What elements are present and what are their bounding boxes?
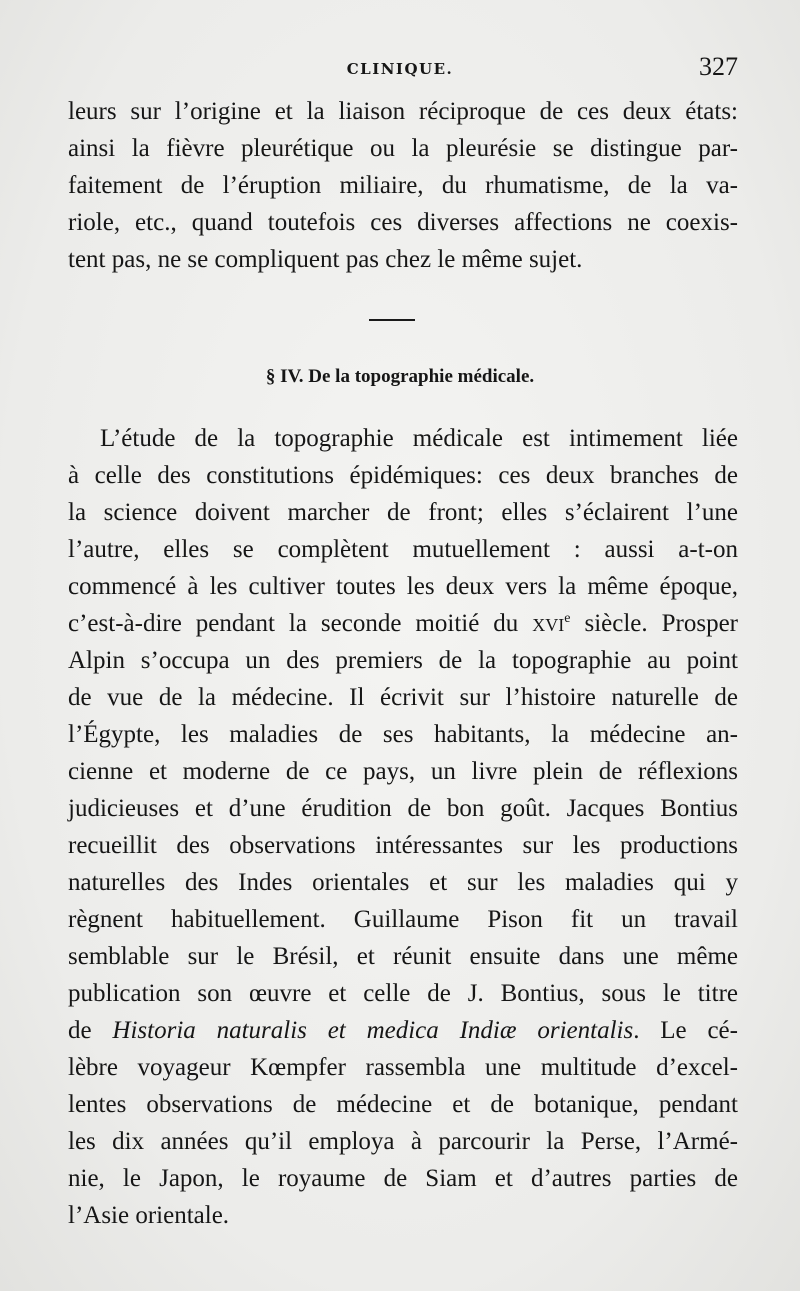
- text-line: la science doivent marcher de front; elles s’éclairent l’une: [68, 499, 738, 526]
- section-divider: [369, 319, 415, 321]
- line-segment: siècle. Prosper: [570, 610, 738, 637]
- line-segment: . Le cé-: [633, 1017, 738, 1044]
- text-line: commencé à les cultiver toutes les deux vers la même époque,: [68, 573, 738, 600]
- text-line: lèbre voyageur Kœmpfer rassembla une multitude d’excel-: [68, 1054, 738, 1081]
- superscript: e: [564, 611, 571, 626]
- text-line: tent pas, ne se compliquent pas chez le même sujet.: [68, 246, 583, 273]
- text-line: l’autre, elles se complètent mutuellement : aussi a-t-on: [68, 536, 738, 563]
- text-line: semblable sur le Brésil, et réunit ensuite dans une même: [68, 943, 738, 970]
- text-line: de vue de la médecine. Il écrivit sur l’histoire naturelle de: [68, 684, 738, 711]
- opening-paragraph: [68, 93, 738, 278]
- page-header: [60, 52, 740, 92]
- text-line: Alpin s’occupa un des premiers de la topographie au point: [68, 647, 738, 674]
- text-line-century: [68, 605, 738, 642]
- text-line: nie, le Japon, le royaume de Siam et d’autres parties de: [68, 1165, 738, 1192]
- text-line: lentes observations de médecine et de botanique, pendant: [68, 1091, 738, 1118]
- text-line-title: [68, 1012, 738, 1049]
- text-line: L’étude de la topographie médicale est intimement liée: [100, 425, 738, 452]
- text-line: recueillit des observations intéressantes sur les productions: [68, 832, 738, 859]
- text-line: faitement de l’éruption miliaire, du rhumatisme, de la va-: [68, 172, 738, 199]
- line-segment: c’est-à-dire pendant la seconde moitié du: [68, 610, 533, 637]
- text-line: publication son œuvre et celle de J. Bontius, sous le titre: [68, 980, 738, 1007]
- text-line: naturelles des Indes orientales et sur les maladies qui y: [68, 869, 738, 896]
- book-title: Historia naturalis et medica Indiæ orientalis: [112, 1017, 634, 1044]
- running-title: CLINIQUE.: [346, 60, 454, 78]
- text-line: leurs sur l’origine et la liaison réciproque de ces deux états:: [68, 98, 738, 125]
- text-line: ainsi la fièvre pleurétique ou la pleurésie se distingue par-: [68, 135, 738, 162]
- text-line: cienne et moderne de ce pays, un livre plein de réflexions: [68, 758, 738, 785]
- text-line: règnent habituellement. Guillaume Pison fit un travail: [68, 906, 738, 933]
- text-line: à celle des constitutions épidémiques: ces deux branches de: [68, 462, 738, 489]
- text-line: riole, etc., quand toutefois ces diverses affections ne coexis-: [68, 209, 738, 236]
- section-title: § IV. De la topographie médicale.: [265, 366, 535, 387]
- text-line: judicieuses et d’une érudition de bon goût. Jacques Bontius: [68, 795, 738, 822]
- line-segment: de: [68, 1017, 113, 1044]
- text-line: l’Égypte, les maladies de ses habitants, la médecine an-: [68, 721, 738, 748]
- page-number: 327: [699, 52, 738, 81]
- text-line: les dix années qu’il employa à parcourir la Perse, l’Armé-: [68, 1128, 738, 1155]
- main-paragraph: [68, 420, 738, 1234]
- century-numeral: xvi: [532, 610, 565, 637]
- text-line: l’Asie orientale.: [68, 1202, 230, 1229]
